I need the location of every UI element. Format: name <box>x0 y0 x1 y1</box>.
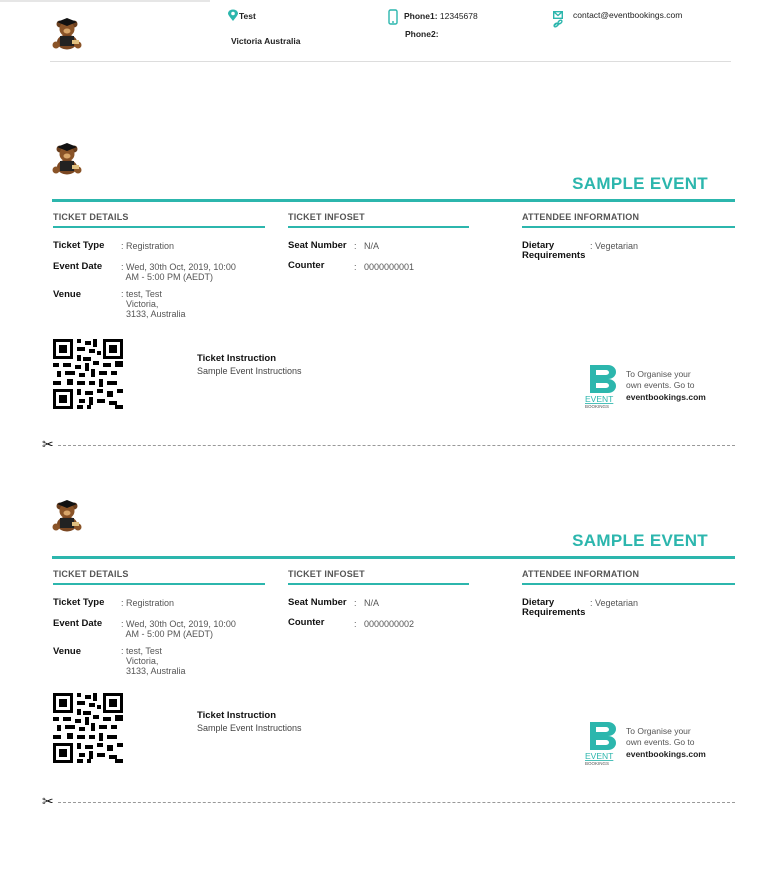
phone-block <box>388 9 478 25</box>
teddy-bear-logo-icon <box>50 18 84 50</box>
event-title: SAMPLE EVENT <box>572 174 708 193</box>
promo-text: To Organise your own events. Go to <box>626 369 695 390</box>
attendee-rule <box>522 583 735 585</box>
scissors-icon: ✂ <box>42 436 54 452</box>
qr-code-icon <box>53 339 123 409</box>
details-rule <box>53 226 265 228</box>
logo-sub: BOOKINGS <box>585 761 610 766</box>
attendee-rule <box>522 226 735 228</box>
event-date-value: : Wed, 30th Oct, 2019, 10:00 AM - 5:00 PM (AEDT) <box>121 619 236 639</box>
top-edge-line <box>0 0 210 2</box>
ticket-2 <box>0 500 778 830</box>
eventbookings-logo-icon <box>584 365 624 409</box>
phone1-label: Phone1: <box>404 11 438 21</box>
attendee-information-heading: ATTENDEE INFORMATION <box>522 212 640 222</box>
location-region: Victoria Australia <box>231 36 301 46</box>
promo-site-link[interactable]: eventbookings.com <box>626 392 706 402</box>
dietary-requirements-label: Dietary Requirements <box>522 597 586 618</box>
infoset-rule <box>288 226 469 228</box>
ticket-details-heading: TICKET DETAILS <box>53 212 129 222</box>
venue-label: Venue <box>53 646 81 657</box>
infoset-rule <box>288 583 469 585</box>
event-title: SAMPLE EVENT <box>572 531 708 550</box>
ticket-type-value: : Registration <box>121 241 175 251</box>
dietary-requirements-label: Dietary Requirements <box>522 240 586 261</box>
event-date-label: Event Date <box>53 618 103 629</box>
counter-value: : 0000000001 <box>354 262 415 272</box>
qr-code-icon <box>53 693 123 763</box>
location-name: Test <box>239 11 256 21</box>
counter-value: : 0000000002 <box>354 619 415 629</box>
logo-word: EVENT <box>585 751 614 761</box>
event-date-value: : Wed, 30th Oct, 2019, 10:00 AM - 5:00 PM (AEDT) <box>121 262 236 282</box>
ticket-1 <box>0 143 778 473</box>
ticket-infoset-heading: TICKET INFOSET <box>288 212 365 222</box>
logo-sub: BOOKINGS <box>585 404 610 409</box>
venue-value: : test, Test Victoria, 3133, Australia <box>121 646 186 676</box>
teddy-bear-logo-icon <box>50 500 84 532</box>
seat-number-label: Seat Number <box>288 597 347 608</box>
map-pin-icon <box>227 9 239 22</box>
title-rule <box>52 556 735 559</box>
mobile-phone-icon <box>388 9 398 25</box>
ticket-instruction-title: Ticket Instruction <box>197 353 277 364</box>
venue-value: : test, Test Victoria, 3133, Australia <box>121 289 186 319</box>
logo-word: EVENT <box>585 394 614 404</box>
dietary-requirements-value: : Vegetarian <box>590 241 639 251</box>
details-rule <box>53 583 265 585</box>
venue-label: Venue <box>53 289 81 300</box>
scissors-icon: ✂ <box>42 793 54 809</box>
email-link[interactable]: contact@eventbookings.com <box>573 10 683 20</box>
ticket-type-value: : Registration <box>121 598 175 608</box>
title-rule <box>52 199 735 202</box>
eventbookings-promo[interactable] <box>584 365 714 411</box>
ticket-instruction-text: Sample Event Instructions <box>197 366 302 376</box>
location-block <box>227 9 256 22</box>
phone1-value: 12345678 <box>439 11 478 21</box>
seat-number-label: Seat Number <box>288 240 347 251</box>
ticket-instruction-text: Sample Event Instructions <box>197 723 302 733</box>
ticket-infoset-heading: TICKET INFOSET <box>288 569 365 579</box>
link-icon <box>553 19 563 30</box>
ticket-instruction-title: Ticket Instruction <box>197 710 277 721</box>
counter-label: Counter <box>288 260 325 271</box>
promo-site-link[interactable]: eventbookings.com <box>626 749 706 759</box>
email-block <box>553 10 682 20</box>
seat-number-value: : N/A <box>354 241 380 251</box>
phone2-label: Phone2: <box>405 29 439 39</box>
envelope-icon <box>553 11 563 19</box>
cut-line <box>58 802 735 803</box>
eventbookings-logo-icon <box>584 722 624 766</box>
attendee-information-heading: ATTENDEE INFORMATION <box>522 569 640 579</box>
promo-text: To Organise your own events. Go to <box>626 726 695 747</box>
ticket-type-label: Ticket Type <box>53 597 105 608</box>
ticket-type-label: Ticket Type <box>53 240 105 251</box>
header-divider <box>50 61 731 62</box>
seat-number-value: : N/A <box>354 598 380 608</box>
eventbookings-promo[interactable] <box>584 722 714 768</box>
counter-label: Counter <box>288 617 325 628</box>
teddy-bear-logo-icon <box>50 143 84 175</box>
ticket-details-heading: TICKET DETAILS <box>53 569 129 579</box>
dietary-requirements-value: : Vegetarian <box>590 598 639 608</box>
cut-line <box>58 445 735 446</box>
event-date-label: Event Date <box>53 261 103 272</box>
